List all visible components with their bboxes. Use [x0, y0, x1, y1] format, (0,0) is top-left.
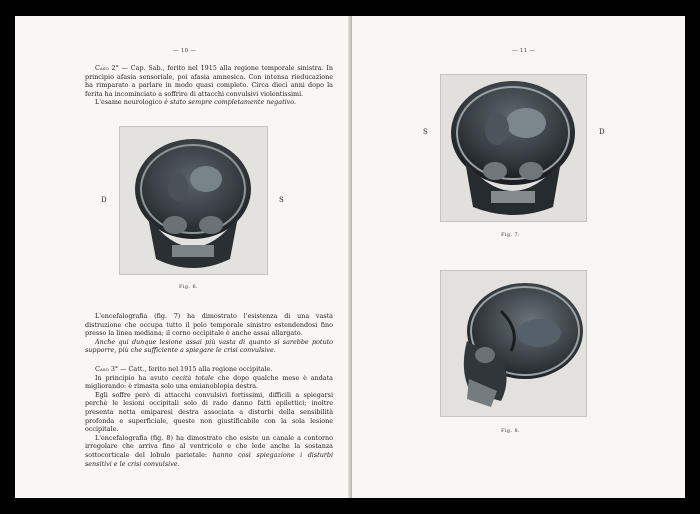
right-page	[352, 16, 685, 498]
case-2-paragraph: Caso 2° — Cap. Sab., ferito nel 1915 alla regione temporale sinistra. In principio afasia sensoriale, poi afasia amnesica. Con intensa rieducazione ha rimparato a parlare in modo quasi completo. Circa dieci anni dopo la ferita ha incominciato a soffrire di attacchi convulsivi violentissimi.	[85, 64, 333, 98]
skull-lateral-icon	[441, 271, 586, 416]
figure-7-xray-frontal	[440, 74, 587, 222]
encephalography-paragraph: L'encefalografia (fig. 7) ha dimostrato l'esistenza di una vasta distruzione che occupa tutto il polo temporale sinistro estendendosi fino presso la linea mediana; il corno occipitale è anche assai allargato.	[85, 312, 333, 338]
figure-7-label-left: S	[423, 128, 428, 136]
case-3-heading: Caso 3°	[95, 364, 119, 373]
figure-7-caption: Fig. 7.	[501, 232, 521, 238]
case-3-text-block	[85, 312, 333, 468]
conclusion-italic-paragraph: Anche qui dunque lesione assai più vasta di quanto si sarebbe potuto supporre, più che sufficiente a spiegare le crisi convulsive.	[85, 337, 333, 355]
figure-7-label-right: D	[599, 128, 605, 136]
neuro-exam-paragraph: L'esame neurologico è stato sempre completamente negativo.	[95, 98, 297, 107]
figure-6-label-right: S	[279, 196, 284, 204]
case-2-text-block	[85, 64, 333, 107]
figure-6-xray-frontal	[119, 126, 268, 275]
page-number-left: — 10 —	[173, 48, 197, 54]
page-number-right: — 11 —	[512, 48, 536, 54]
case-3-paragraph-2: Egli soffre però di attacchi convulsivi fortissimi, difficili a spiegarsi perchè le lesioni occipitali solo di rado danno fatti epilettici; inoltre presenta netta emiparesi destra associata a disturbi della sensibilità profonda e superficiale, queste non giustificabile con la sola lesione occipitale.	[85, 390, 333, 434]
figure-6-label-left: D	[101, 196, 107, 204]
case-3-paragraph: Caso 3° — Catt., ferito nel 1915 alla regione occipitale.	[95, 364, 273, 373]
case-3-paragraph-1: In principio ha avuto cecità totale che dopo qualche mese è andata migliorando: è rimasta solo una emianoblopia destra.	[85, 373, 333, 391]
skull-frontal-icon	[441, 75, 586, 221]
figure-8-caption: Fig. 8.	[501, 428, 521, 434]
figure-8-xray-lateral	[440, 270, 587, 417]
figure-6-caption: Fig. 6.	[179, 284, 199, 290]
case-2-heading: Caso 2°	[95, 64, 119, 72]
case-3-paragraph-3: L'encefalografia (fig. 8) ha dimostrato che esiste un canale a contorno irregolare che arriva fino al ventricolo e che lede anche la sostanza sottocorticale del lobulo parietale: hanno così spiegazione i disturbi sensitivi e le crisi convulsive.	[85, 433, 333, 468]
skull-frontal-icon	[120, 127, 267, 274]
left-page	[15, 16, 352, 498]
book-spread	[15, 16, 685, 498]
